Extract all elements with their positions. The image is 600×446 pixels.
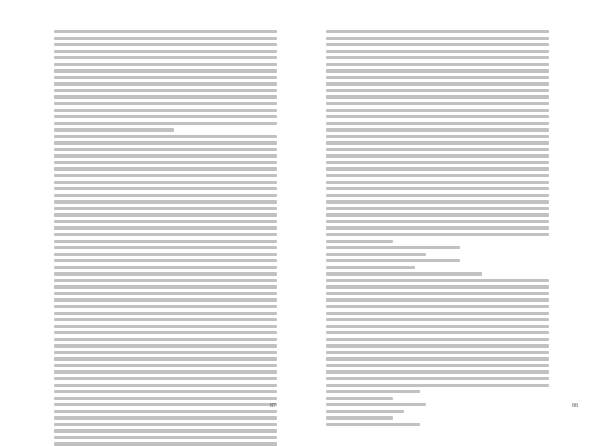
text-line [326, 279, 549, 282]
text-line [326, 141, 549, 144]
text-line [326, 76, 549, 79]
text-line [54, 63, 277, 66]
text-line [326, 148, 549, 151]
text-line [326, 194, 549, 197]
text-line [326, 403, 426, 406]
text-line [54, 56, 277, 59]
text-line [54, 410, 277, 413]
text-line [326, 416, 393, 419]
text-line [54, 390, 277, 393]
text-line [54, 442, 277, 445]
text-line [326, 30, 549, 33]
text-line [54, 331, 277, 334]
text-line [54, 259, 277, 262]
text-line [326, 109, 549, 112]
text-line [326, 128, 549, 131]
text-line [54, 76, 277, 79]
text-line [54, 246, 277, 249]
text-line [54, 30, 277, 33]
text-line [326, 240, 393, 243]
text-line [326, 312, 549, 315]
text-line [326, 357, 549, 360]
text-line [54, 429, 277, 432]
text-line [54, 436, 277, 439]
text-line [54, 285, 277, 288]
left-page [0, 0, 300, 424]
text-line [54, 272, 277, 275]
text-line [54, 279, 277, 282]
text-line [54, 226, 277, 229]
text-line [326, 220, 549, 223]
text-line [54, 357, 277, 360]
text-line [326, 115, 549, 118]
text-line [54, 325, 277, 328]
text-line [54, 351, 277, 354]
text-line [326, 95, 549, 98]
text-line [326, 253, 426, 256]
right-page-text [326, 30, 549, 400]
text-line [326, 384, 549, 387]
text-line [326, 292, 549, 295]
text-line [326, 213, 549, 216]
text-line [54, 194, 277, 197]
text-line [326, 298, 549, 301]
text-line [54, 82, 277, 85]
text-line [54, 141, 277, 144]
text-line [326, 200, 549, 203]
text-line [326, 305, 549, 308]
left-page-text [54, 30, 277, 400]
text-line [54, 207, 277, 210]
text-line [326, 181, 549, 184]
text-line [326, 56, 549, 59]
text-line [326, 167, 549, 170]
text-line [326, 135, 549, 138]
text-line [326, 370, 549, 373]
right-page-number: 88 [572, 403, 578, 409]
text-line [54, 200, 277, 203]
text-line [54, 377, 277, 380]
text-line [54, 187, 277, 190]
text-line [54, 43, 277, 46]
text-line [54, 305, 277, 308]
text-line [326, 102, 549, 105]
text-line [326, 259, 460, 262]
text-line [54, 167, 277, 170]
text-line [326, 377, 549, 380]
text-line [326, 226, 549, 229]
text-line [54, 266, 277, 269]
right-page [300, 0, 600, 424]
text-line [54, 181, 277, 184]
text-line [326, 154, 549, 157]
text-line [326, 364, 549, 367]
text-line [54, 253, 277, 256]
text-line [326, 266, 415, 269]
text-line [54, 312, 277, 315]
text-line [54, 135, 277, 138]
text-line [54, 298, 277, 301]
text-line [326, 63, 549, 66]
text-line [54, 318, 277, 321]
text-line [326, 397, 393, 400]
text-line [54, 213, 277, 216]
text-line [54, 122, 277, 125]
text-line [54, 397, 277, 400]
text-line [326, 331, 549, 334]
text-line [326, 344, 549, 347]
text-line [54, 344, 277, 347]
text-line [326, 37, 549, 40]
text-line [326, 233, 549, 236]
text-line [54, 338, 277, 341]
text-line [326, 318, 549, 321]
text-line [54, 423, 277, 426]
text-line [54, 292, 277, 295]
left-page-number: 87 [270, 403, 276, 409]
text-line [54, 220, 277, 223]
text-line [326, 285, 549, 288]
text-line [54, 128, 174, 131]
text-line [54, 37, 277, 40]
text-line [326, 351, 549, 354]
text-line [54, 50, 277, 53]
text-line [326, 207, 549, 210]
text-line [54, 161, 277, 164]
text-line [326, 89, 549, 92]
text-line [326, 174, 549, 177]
text-line [326, 272, 482, 275]
text-line [54, 384, 277, 387]
text-line [326, 410, 404, 413]
text-line [54, 416, 277, 419]
text-line [54, 115, 277, 118]
text-line [326, 423, 420, 426]
text-line [54, 154, 277, 157]
text-line [54, 69, 277, 72]
text-line [54, 233, 277, 236]
text-line [54, 109, 277, 112]
text-line [326, 122, 549, 125]
text-line [326, 390, 420, 393]
text-line [326, 338, 549, 341]
text-line [54, 102, 277, 105]
text-line [54, 174, 277, 177]
text-line [54, 95, 277, 98]
text-line [326, 43, 549, 46]
text-line [54, 364, 277, 367]
text-line [326, 50, 549, 53]
text-line [326, 246, 460, 249]
text-line [54, 370, 277, 373]
text-line [54, 240, 277, 243]
text-line [326, 325, 549, 328]
text-line [54, 148, 277, 151]
text-line [326, 69, 549, 72]
text-line [54, 403, 277, 406]
text-line [326, 161, 549, 164]
text-line [326, 187, 549, 190]
text-line [54, 89, 277, 92]
text-line [326, 82, 549, 85]
